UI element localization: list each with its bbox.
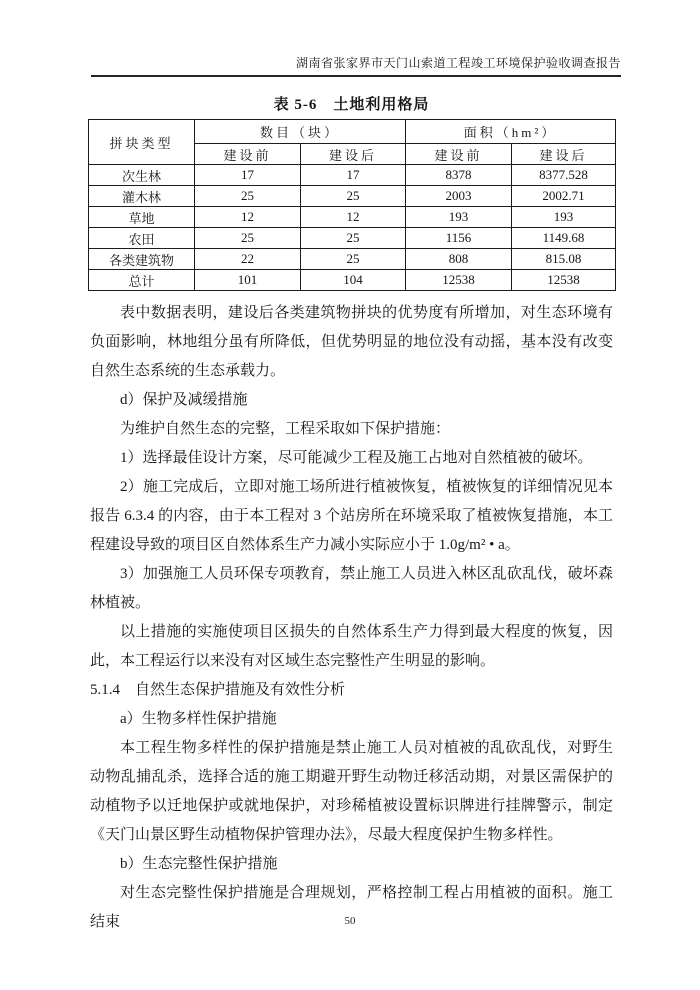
cell-type: 草地 (89, 207, 195, 228)
cell-type: 总计 (89, 270, 195, 291)
cell-count-before: 17 (195, 165, 301, 186)
col-header-area-before: 建设前 (406, 144, 512, 165)
cell-type: 次生林 (89, 165, 195, 186)
col-header-count-before: 建设前 (195, 144, 301, 165)
table-row (89, 165, 616, 186)
cell-count-before: 101 (195, 270, 301, 291)
cell-count-after: 25 (301, 249, 406, 270)
cell-area-before: 12538 (406, 270, 512, 291)
cell-type: 灌木林 (89, 186, 195, 207)
paragraph-table-summary: 表中数据表明，建设后各类建筑物拼块的优势度有所增加，对生态环境有负面影响，林地组分虽有所降低，但优势明显的地位没有动摇，基本没有改变自然生态系统的生态承载力。 (90, 305, 613, 379)
cell-count-before: 12 (195, 207, 301, 228)
cell-count-before: 25 (195, 186, 301, 207)
cell-area-after: 8377.528 (512, 165, 616, 186)
table-row (89, 249, 616, 270)
table-row (89, 207, 616, 228)
cell-count-after: 17 (301, 165, 406, 186)
heading-item-d: d）保护及减缓措施 (120, 392, 248, 408)
cell-type: 各类建筑物 (89, 249, 195, 270)
cell-area-before: 193 (406, 207, 512, 228)
page-number: 50 (344, 915, 356, 927)
paragraph-measure-3: 3）加强施工人员环保专项教育，禁止施工人员进入林区乱砍乱伐，破坏森林植被。 (90, 566, 613, 611)
page-header (91, 56, 621, 77)
cell-count-before: 25 (195, 228, 301, 249)
land-use-table (88, 119, 616, 291)
paragraph-eco-integrity: 对生态完整性保护措施是合理规划，严格控制工程占用植被的面积。施工结束 (90, 885, 613, 930)
cell-area-after: 1149.68 (512, 228, 616, 249)
heading-item-a: a）生物多样性保护措施 (120, 711, 277, 727)
col-group-area: 面积（hm²） (406, 120, 616, 144)
table-caption: 表 5-6 土地利用格局 (273, 97, 430, 113)
cell-area-before: 2003 (406, 186, 512, 207)
table-row-total (89, 270, 616, 291)
cell-count-before: 22 (195, 249, 301, 270)
paragraph-measures-intro: 为维护自然生态的完整，工程采取如下保护措施： (120, 421, 451, 437)
cell-count-after: 25 (301, 186, 406, 207)
table-row (89, 228, 616, 249)
cell-area-after: 2002.71 (512, 186, 616, 207)
cell-area-after: 193 (512, 207, 616, 228)
col-header-patch-type: 拼块类型 (89, 120, 195, 165)
col-header-count-after: 建设后 (301, 144, 406, 165)
paragraph-biodiversity: 本工程生物多样性的保护措施是禁止施工人员对植被的乱砍乱伐，对野生动物乱捕乱杀，选择合适的施工期避开野生动物迁移活动期，对景区需保护的动植物予以迁地保护或就地保护，对珍稀植被设置标识牌进行挂牌警示，制定《天门山景区野生动植物保护管理办法》，尽最大程度保护生物多样性。 (90, 740, 613, 843)
cell-area-before: 1156 (406, 228, 512, 249)
paragraph-measures-conclusion: 以上措施的实施使项目区损失的自然体系生产力得到最大程度的恢复，因此，本工程运行以来没有对区域生态完整性产生明显的影响。 (90, 624, 613, 669)
cell-area-after: 12538 (512, 270, 616, 291)
col-group-count: 数目（块） (195, 120, 406, 144)
paragraph-measure-2: 2）施工完成后，立即对施工场所进行植被恢复，植被恢复的详细情况见本报告 6.3.4 的内容，由于本工程对 3 个站房所在环境采取了植被恢复措施，本工程建设导致的项目区自然体系生产力减小实际应小于 1.0g/m² • a。 (90, 479, 613, 553)
section-heading-514: 5.1.4 自然生态保护措施及有效性分析 (90, 682, 346, 698)
cell-area-before: 808 (406, 249, 512, 270)
report-title: 湖南省张家界市天门山索道工程竣工环境保护验收调查报告 (295, 56, 621, 70)
heading-item-b: b）生态完整性保护措施 (120, 856, 278, 872)
col-header-area-after: 建设后 (512, 144, 616, 165)
paragraph-measure-1: 1）选择最佳设计方案，尽可能减少工程及施工占地对自然植被的破坏。 (120, 450, 593, 466)
cell-count-after: 25 (301, 228, 406, 249)
cell-area-before: 8378 (406, 165, 512, 186)
table-row (89, 186, 616, 207)
cell-count-after: 12 (301, 207, 406, 228)
cell-type: 农田 (89, 228, 195, 249)
body-text (90, 299, 613, 937)
cell-area-after: 815.08 (512, 249, 616, 270)
cell-count-after: 104 (301, 270, 406, 291)
